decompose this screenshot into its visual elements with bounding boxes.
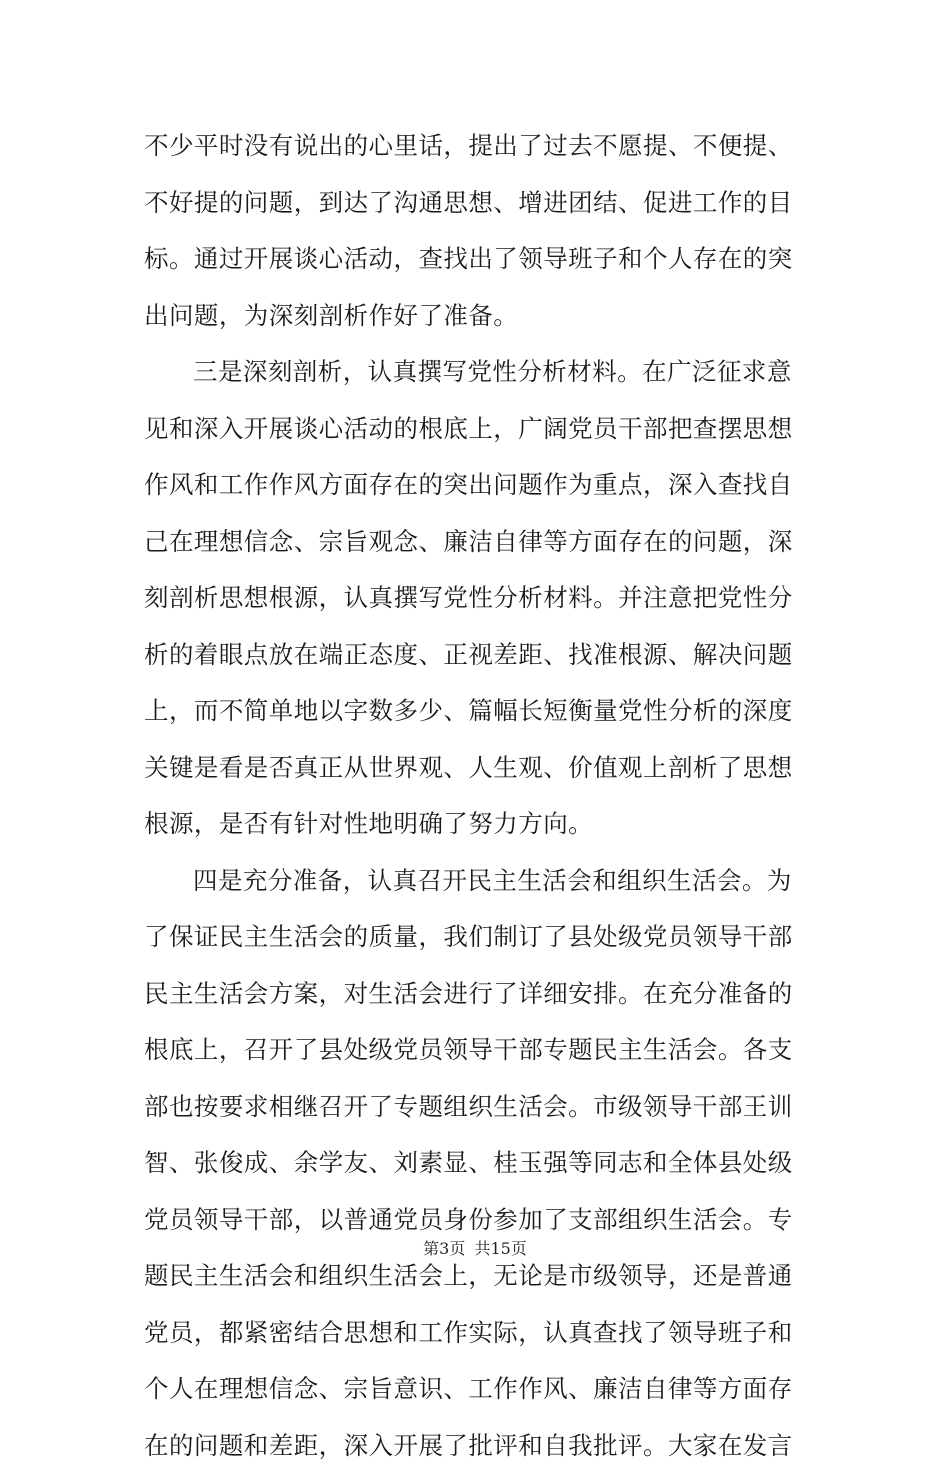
page-footer — [0, 1237, 950, 1261]
document-body — [144, 118, 808, 1474]
text-line: 党员领导干部，以普通党员身份参加了支部组织生活会。专 — [144, 1192, 808, 1249]
text-line: 党员，都紧密结合思想和工作实际，认真查找了领导班子和 — [144, 1305, 808, 1362]
text-line: 上，而不简单地以字数多少、篇幅长短衡量党性分析的深度 — [144, 683, 808, 740]
text-line: 刻剖析思想根源，认真撰写党性分析材料。并注意把党性分 — [144, 570, 808, 627]
text-line: 在的问题和差距，深入开展了批评和自我批评。大家在发言 — [144, 1418, 808, 1474]
text-line: 标。通过开展谈心活动，查找出了领导班子和个人存在的突 — [144, 231, 808, 288]
text-line: 不少平时没有说出的心里话，提出了过去不愿提、不便提、 — [144, 118, 808, 175]
text-line: 个人在理想信念、宗旨意识、工作作风、廉洁自律等方面存 — [144, 1361, 808, 1418]
text-line: 见和深入开展谈心活动的根底上，广阔党员干部把查摆思想 — [144, 401, 808, 458]
text-line: 关键是看是否真正从世界观、人生观、价值观上剖析了思想 — [144, 740, 808, 797]
text-line: 己在理想信念、宗旨观念、廉洁自律等方面存在的问题，深 — [144, 514, 808, 571]
text-line: 了保证民主生活会的质量，我们制订了县处级党员领导干部 — [144, 909, 808, 966]
text-line: 析的着眼点放在端正态度、正视差距、找准根源、解决问题 — [144, 627, 808, 684]
text-line: 根源，是否有针对性地明确了努力方向。 — [144, 796, 808, 853]
text-line: 部也按要求相继召开了专题组织生活会。市级领导干部王训 — [144, 1079, 808, 1136]
page-number: 第3页 — [423, 1239, 465, 1258]
text-line: 不好提的问题，到达了沟通思想、增进团结、促进工作的目 — [144, 175, 808, 232]
text-line: 出问题，为深刻剖析作好了准备。 — [144, 288, 808, 345]
paragraph-start-line: 四是充分准备，认真召开民主生活会和组织生活会。为 — [144, 853, 808, 910]
text-line: 题民主生活会和组织生活会上，无论是市级领导，还是普通 — [144, 1248, 808, 1305]
text-line: 民主生活会方案，对生活会进行了详细安排。在充分准备的 — [144, 966, 808, 1023]
text-line: 作风和工作作风方面存在的突出问题作为重点，深入查找自 — [144, 457, 808, 514]
text-line: 智、张俊成、余学友、刘素显、桂玉强等同志和全体县处级 — [144, 1135, 808, 1192]
text-line: 根底上，召开了县处级党员领导干部专题民主生活会。各支 — [144, 1022, 808, 1079]
page-total: 共15页 — [474, 1239, 526, 1258]
paragraph-start-line: 三是深刻剖析，认真撰写党性分析材料。在广泛征求意 — [144, 344, 808, 401]
